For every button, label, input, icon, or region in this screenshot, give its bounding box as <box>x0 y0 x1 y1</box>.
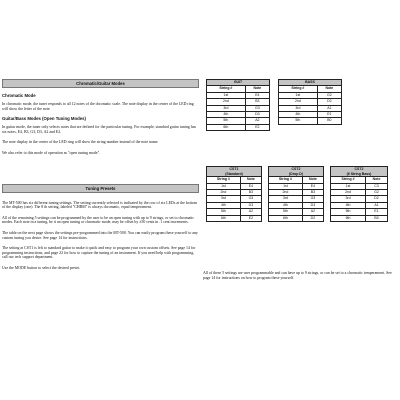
string-number-cell: 3rd <box>207 196 241 202</box>
tuning-presets-paragraph-5: Use the MODE button to select the desired preset. <box>2 265 81 270</box>
note-cell: D3 <box>240 202 261 208</box>
tuning-presets-paragraph-2: All of the remaining 5 settings can be programmed by the user to be an open tuning with up to 9 strings, or set to chromatic modes. Each note in a tuning, be it an open tuning or chromatic mode, may be offset by ±50 cents in .1 cent increments. <box>2 215 195 225</box>
string-number-cell: 3rd <box>207 105 246 111</box>
string-number-cell: 6th <box>207 124 246 130</box>
chromatic-mode-heading: Chromatic Mode <box>2 93 36 98</box>
string-column-header: String # <box>207 177 241 183</box>
note-cell: E1 <box>366 209 388 215</box>
note-cell: A1 <box>317 105 341 111</box>
left-column <box>2 79 199 271</box>
string-number-cell: 6th <box>331 215 366 221</box>
string-number-cell: 2nd <box>207 190 241 196</box>
string-column-header: String # <box>269 177 303 183</box>
table-title: BASS <box>279 80 342 86</box>
string-number-cell: 1st <box>331 183 366 189</box>
note-cell: B3 <box>245 99 269 105</box>
string-number-cell: 2nd <box>279 99 318 105</box>
note-cell: D2 <box>366 196 388 202</box>
string-number-cell: 3rd <box>331 196 366 202</box>
table-row <box>331 215 388 221</box>
string-number-cell: 1st <box>207 92 246 98</box>
guitar-bass-heading: Guitar/Bass Modes (Open Tuning Modes) <box>2 116 86 122</box>
note-cell: E4 <box>240 183 261 189</box>
string-column-header: String # <box>331 177 366 183</box>
string-number-cell: 5th <box>269 209 303 215</box>
string-number-cell: 2nd <box>207 99 246 105</box>
chromatic-guitar-section-title: Chromatic/Guitar Modes <box>2 79 199 88</box>
table-row <box>269 215 324 221</box>
note-cell: G3 <box>240 196 261 202</box>
note-cell: B0 <box>366 215 388 221</box>
note-cell: B0 <box>317 118 341 124</box>
table-subtitle: (Drop D) <box>269 172 324 177</box>
string-number-cell: 3rd <box>279 105 318 111</box>
bass-tuning-table <box>278 79 342 125</box>
table-subtitle: (Standard) <box>207 172 262 177</box>
note-cell: E1 <box>317 112 341 118</box>
tuning-presets-section-title: Tuning Presets <box>2 184 199 193</box>
string-number-cell: 4th <box>269 202 303 208</box>
note-cell: D3 <box>302 202 323 208</box>
string-number-cell: 5th <box>207 209 241 215</box>
string-number-cell: 5th <box>331 209 366 215</box>
note-cell: A2 <box>245 118 269 124</box>
note-cell: E4 <box>302 183 323 189</box>
table-row <box>207 124 270 130</box>
guitar-bass-paragraph-2: The note display in the center of the LED ring will show the string number instead of the note name. <box>2 140 159 145</box>
table-row <box>279 118 342 124</box>
string-number-cell: 1st <box>269 183 303 189</box>
cst1-tuning-table <box>206 166 262 222</box>
string-number-cell: 5th <box>279 118 318 124</box>
note-cell: G3 <box>302 196 323 202</box>
tuning-presets-paragraph-1: The MT-500 has six different tuning settings. The setting currently selected is indicated by the row of six LEDs at the bottom of the display (one). The 8 th setting, labeled "CHRM" is always chromatic, equal temperament. <box>2 200 197 210</box>
string-number-cell: 4th <box>331 202 366 208</box>
note-column-header: Note <box>317 86 341 92</box>
note-cell: B3 <box>302 190 323 196</box>
guitar-bass-paragraph-3: We also refer to this mode of operation as "open tuning mode". <box>2 150 101 155</box>
note-column-header: Note <box>302 177 323 183</box>
note-cell: E2 <box>240 215 261 221</box>
note-cell: E4 <box>245 92 269 98</box>
string-number-cell: 4th <box>207 112 246 118</box>
note-cell: A1 <box>366 202 388 208</box>
tuning-presets-paragraph-4: The setting at CST1 is left to standard guitar to make it quick and easy to program your own custom offsets. See page 14 for programming instructions, and page 22 for how to capture the tuning of an instrument. If you need help with programming, call our tech support department. <box>2 246 196 260</box>
guitar-bass-paragraph-1: In guitar mode, the tuner only selects notes that are defined for the particular tuning. For example, standard guitar tuning has six notes, E4, B3, G3, D3, A2 and E2. <box>2 125 196 134</box>
table-title: CST2 <box>331 167 388 172</box>
chromatic-mode-paragraph: In chromatic mode, the tuner responds to all 12 notes of the chromatic scale. The note display in the center of the LED ring will show the letter of the note. <box>2 102 194 111</box>
note-cell: A2 <box>302 209 323 215</box>
note-cell: G2 <box>366 190 388 196</box>
note-cell: G3 <box>245 105 269 111</box>
note-cell: B3 <box>240 190 261 196</box>
note-cell: G2 <box>317 92 341 98</box>
string-number-cell: 2nd <box>269 190 303 196</box>
note-cell: D2 <box>302 215 323 221</box>
tuning-presets-paragraph-3: The table on the next page shows the settings pre-programmed into the MT-500. You can easily program these yourself to any custom tuning you desire. See page 14 for instructions. <box>2 230 198 240</box>
table-row <box>207 215 262 221</box>
note-column-header: Note <box>245 86 269 92</box>
cst2-bass-tuning-table <box>330 166 388 222</box>
table-title: GUIT <box>207 80 270 86</box>
string-column-header: String # <box>207 86 246 92</box>
string-column-header: String # <box>279 86 318 92</box>
string-number-cell: 4th <box>207 202 241 208</box>
string-number-cell: 6th <box>269 215 303 221</box>
table-subtitle: (6 String Bass) <box>331 172 388 177</box>
note-column-header: Note <box>240 177 261 183</box>
note-column-header: Note <box>366 177 388 183</box>
table-title: CST2 <box>269 167 324 172</box>
note-cell: D3 <box>245 112 269 118</box>
presets-note-paragraph: All of these 5 settings are user programmable and can have up to 9 strings, or can be set to a chromatic temperament. See page 14 for instructions on how to program these yourself. <box>203 271 392 280</box>
string-number-cell: 1st <box>207 183 241 189</box>
string-number-cell: 5th <box>207 118 246 124</box>
string-number-cell: 2nd <box>331 190 366 196</box>
string-number-cell: 6th <box>207 215 241 221</box>
note-cell: E2 <box>245 124 269 130</box>
cst2-tuning-table <box>268 166 324 222</box>
note-cell: A2 <box>240 209 261 215</box>
string-number-cell: 3rd <box>269 196 303 202</box>
note-cell: C3 <box>366 183 388 189</box>
string-number-cell: 1st <box>279 92 318 98</box>
note-cell: D2 <box>317 99 341 105</box>
guit-tuning-table <box>206 79 270 131</box>
string-number-cell: 4th <box>279 112 318 118</box>
table-title: CST1 <box>207 167 262 172</box>
